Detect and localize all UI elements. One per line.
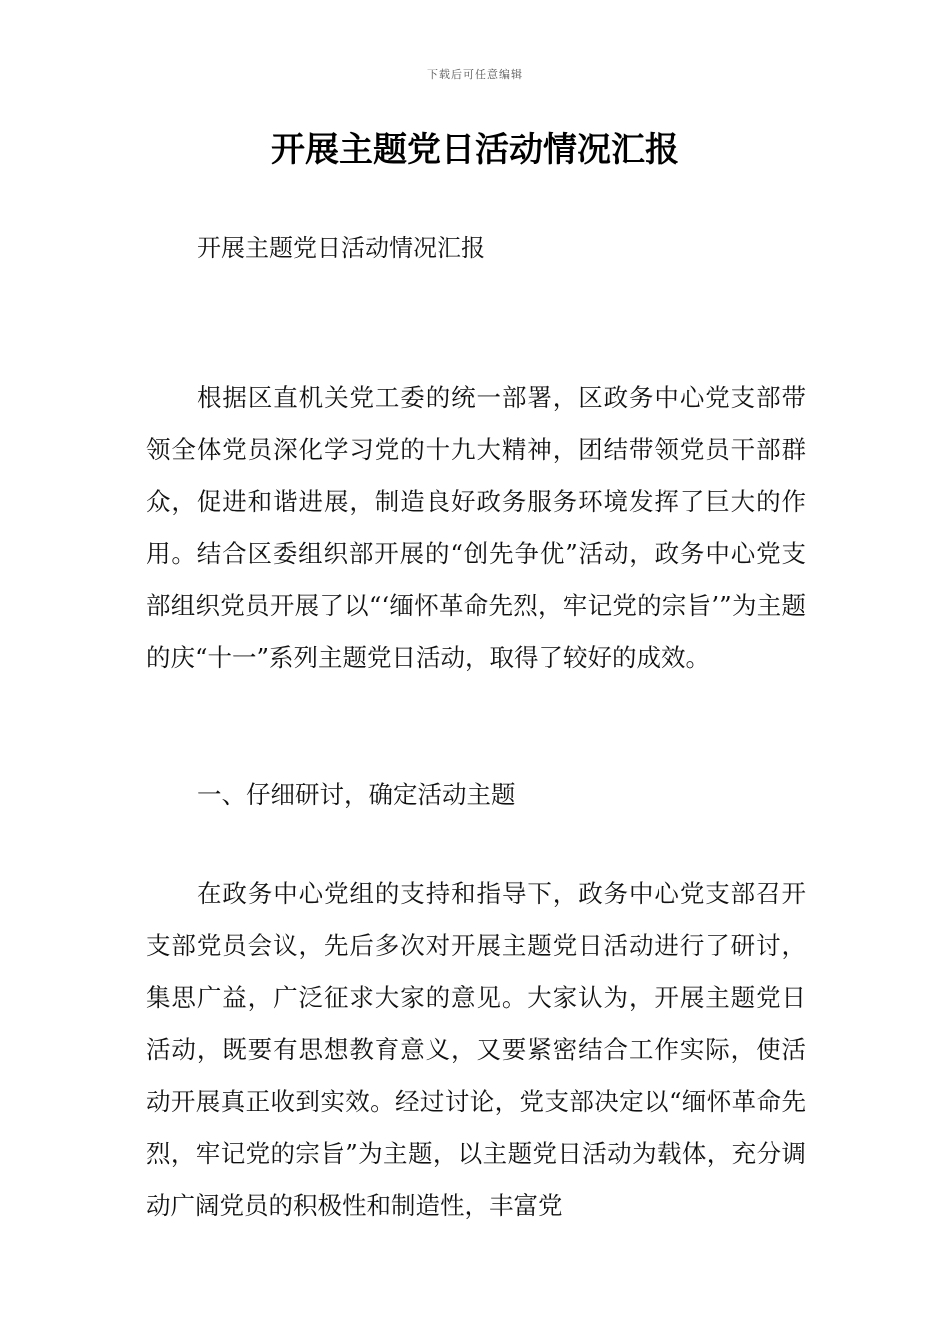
document-title: 开展主题党日活动情况汇报: [271, 130, 679, 170]
header-note: 下载后可任意编辑: [427, 68, 523, 81]
section-heading: 一、仔细研讨，确定活动主题: [197, 780, 516, 809]
body-paragraph: 根据区直机关党工委的统一部署，区政务中心党支部带领全体党员深化学习党的十九大精神，团结带领党员干部群众，促进和谐进展，制造良好政务服务环境发挥了巨大的作用。结合区委组织部开展的“创先争优”活动，政务中心党支部组织党员开展了以“‘缅怀革命先烈，牢记党的宗旨’”为主题的庆“十一”系列主题党日活动，取得了较好的成效。: [146, 383, 806, 672]
body-paragraph: 在政务中心党组的支持和指导下，政务中心党支部召开支部党员会议，先后多次对开展主题党日活动进行了研讨，集思广益，广泛征求大家的意见。大家认为，开展主题党日活动，既要有思想教育意义，又要紧密结合工作实际，使活动开展真正收到实效。经过讨论，党支部决定以“缅怀革命先烈，牢记党的宗旨”为主题，以主题党日活动为载体，充分调动广阔党员的积极性和制造性，丰富党: [146, 879, 806, 1220]
document-subtitle: 开展主题党日活动情况汇报: [197, 234, 485, 262]
